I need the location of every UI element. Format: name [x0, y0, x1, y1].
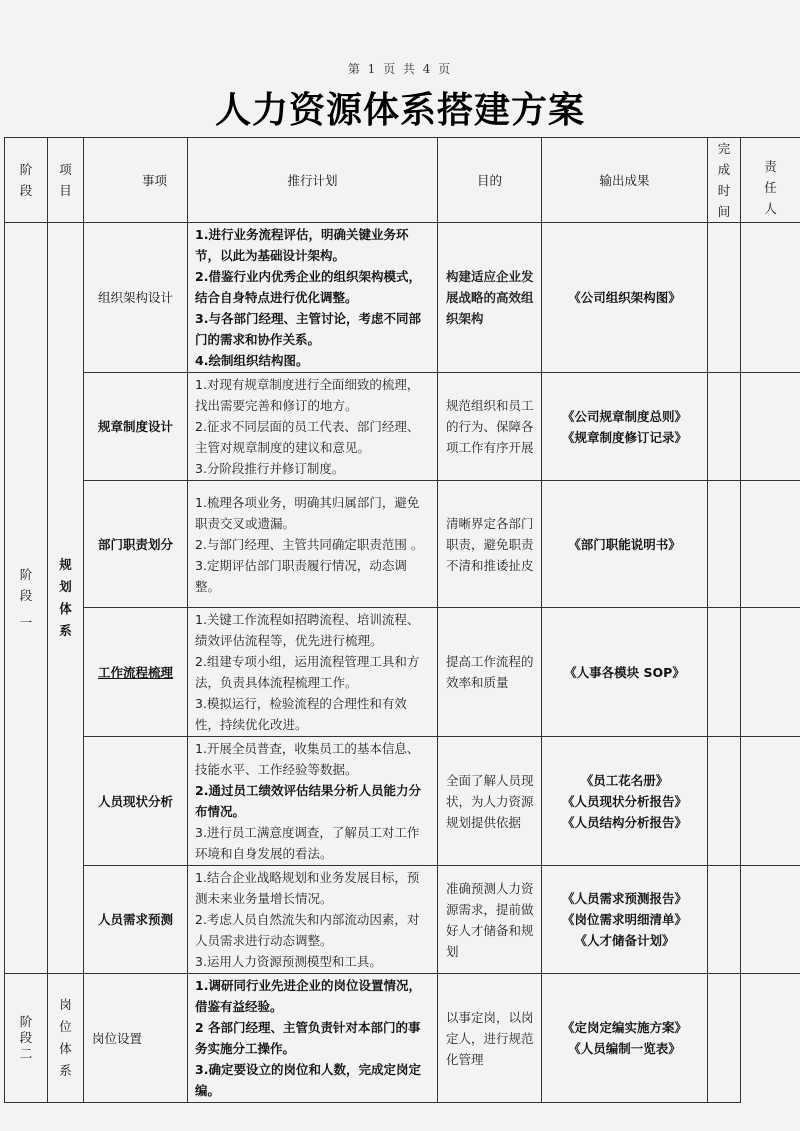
item-cell: 部门职责划分	[84, 481, 188, 608]
item-cell: 人员需求预测	[84, 866, 188, 974]
table-row	[5, 608, 800, 737]
plan-cell: 1.关键工作流程如招聘流程、培训流程、绩效评估流程等，优先进行梳理。 2.组建专项小组，运用流程管理工具和方法，负责具体流程梳理工作。 3.模拟运行，检验流程的合理性和有效性，持续优化改进。	[188, 608, 438, 737]
table-row	[5, 481, 800, 608]
output-cell: 《部门职能说明书》	[542, 481, 708, 608]
item-cell: 岗位设置	[84, 974, 188, 1103]
header-plan: 推行计划	[188, 138, 438, 223]
plan-cell: 1.开展全员普查，收集员工的基本信息、技能水平、工作经验等数据。 2.通过员工绩效评估结果分析人员能力分布情况。 3.进行员工满意度调查，了解员工对工作环境和自身发展的看法。	[188, 737, 438, 866]
purpose-cell: 提高工作流程的效率和质量	[438, 608, 542, 737]
item-cell: 人员现状分析	[84, 737, 188, 866]
header-output: 输出成果	[542, 138, 708, 223]
table-row	[5, 737, 800, 866]
item-cell: 组织架构设计	[84, 223, 188, 373]
owner-cell[interactable]	[741, 608, 800, 737]
plan-cell: 1.对现有规章制度进行全面细致的梳理，找出需要完善和修订的地方。 2.征求不同层面的员工代表、部门经理、主管对规章制度的建议和意见。 3.分阶段推行并修订制度。	[188, 373, 438, 481]
owner-cell[interactable]	[741, 373, 800, 481]
plan-cell: 1.进行业务流程评估，明确关键业务环节，以此为基础设计架构。 2.借鉴行业内优秀企业的组织架构模式，结合自身特点进行优化调整。 3.与各部门经理、主管讨论，考虑不同部门的需求和协作关系。 4.绘制组织结构图。	[188, 223, 438, 373]
header-project: 项 目	[48, 138, 84, 223]
deadline-cell[interactable]	[708, 481, 741, 608]
owner-cell[interactable]	[741, 866, 800, 974]
purpose-cell: 规范组织和员工的行为、保障各项工作有序开展	[438, 373, 542, 481]
plan-table	[4, 137, 800, 1103]
header-item: 事项	[84, 138, 188, 223]
item-link[interactable]: 工作流程梳理	[97, 664, 173, 680]
stage-cell: 阶 段 一	[5, 223, 48, 974]
project-cell: 规 划 体 系	[48, 223, 84, 974]
plan-cell: 1.梳理各项业务，明确其归属部门，避免职责交叉或遗漏。 2.与部门经理、主管共同确定职责范围 。 3.定期评估部门职责履行情况，动态调整。	[188, 481, 438, 608]
output-cell: 《定岗定编实施方案》 《人员编制一览表》	[542, 974, 708, 1103]
output-cell: 《公司规章制度总则》 《规章制度修订记录》	[542, 373, 708, 481]
output-cell: 《人员需求预测报告》 《岗位需求明细清单》 《人才储备计划》	[542, 866, 708, 974]
deadline-cell[interactable]	[708, 373, 741, 481]
purpose-cell: 清晰界定各部门职责，避免职责不清和推诿扯皮	[438, 481, 542, 608]
header-owner: 责 任 人	[741, 138, 800, 223]
table-row	[5, 866, 800, 974]
output-cell: 《员工花名册》 《人员现状分析报告》 《人员结构分析报告》	[542, 737, 708, 866]
deadline-cell[interactable]	[708, 737, 741, 866]
plan-cell: 1.结合企业战略规划和业务发展目标，预测未来业务量增长情况。 2.考虑人员自然流失和内部流动因素，对人员需求进行动态调整。 3.运用人力资源预测模型和工具。	[188, 866, 438, 974]
header-purpose: 目的	[438, 138, 542, 223]
item-cell: 规章制度设计	[84, 373, 188, 481]
output-cell: 《公司组织架构图》	[542, 223, 708, 373]
page-indicator: 第 1 页 共 4 页	[347, 62, 453, 76]
item-cell	[84, 608, 188, 737]
table-row	[5, 223, 800, 373]
deadline-cell[interactable]	[708, 223, 741, 373]
purpose-cell: 准确预测人力资源需求，提前做好人才储备和规划	[438, 866, 542, 974]
purpose-cell: 全面了解人员现状，为人力资源规划提供依据	[438, 737, 542, 866]
header-row	[5, 138, 800, 223]
owner-cell[interactable]	[741, 737, 800, 866]
output-cell: 《人事各模块 SOP》	[542, 608, 708, 737]
table-row	[5, 373, 800, 481]
deadline-cell[interactable]	[708, 866, 741, 974]
stage-cell: 阶 段 二	[5, 974, 48, 1103]
plan-cell: 1.调研同行业先进企业的岗位设置情况，借鉴有益经验。 2 各部门经理、主管负责针对本部门的事务实施分工操作。 3.确定要设立的岗位和人数，完成定岗定编。	[188, 974, 438, 1103]
owner-cell[interactable]	[741, 223, 800, 373]
table-row	[5, 974, 800, 1103]
project-cell: 岗 位 体 系	[48, 974, 84, 1103]
purpose-cell: 以事定岗，以岗定人，进行规范化管理	[438, 974, 542, 1103]
purpose-cell: 构建适应企业发展战略的高效组织架构	[438, 223, 542, 373]
document-title: 人力资源体系搭建方案	[214, 90, 585, 131]
owner-cell[interactable]	[741, 481, 800, 608]
header-deadline: 完 成 时 间	[708, 138, 741, 223]
owner-cell[interactable]	[741, 974, 800, 1103]
header-stage: 阶 段	[5, 138, 48, 223]
deadline-cell[interactable]	[708, 974, 741, 1103]
deadline-cell[interactable]	[708, 608, 741, 737]
